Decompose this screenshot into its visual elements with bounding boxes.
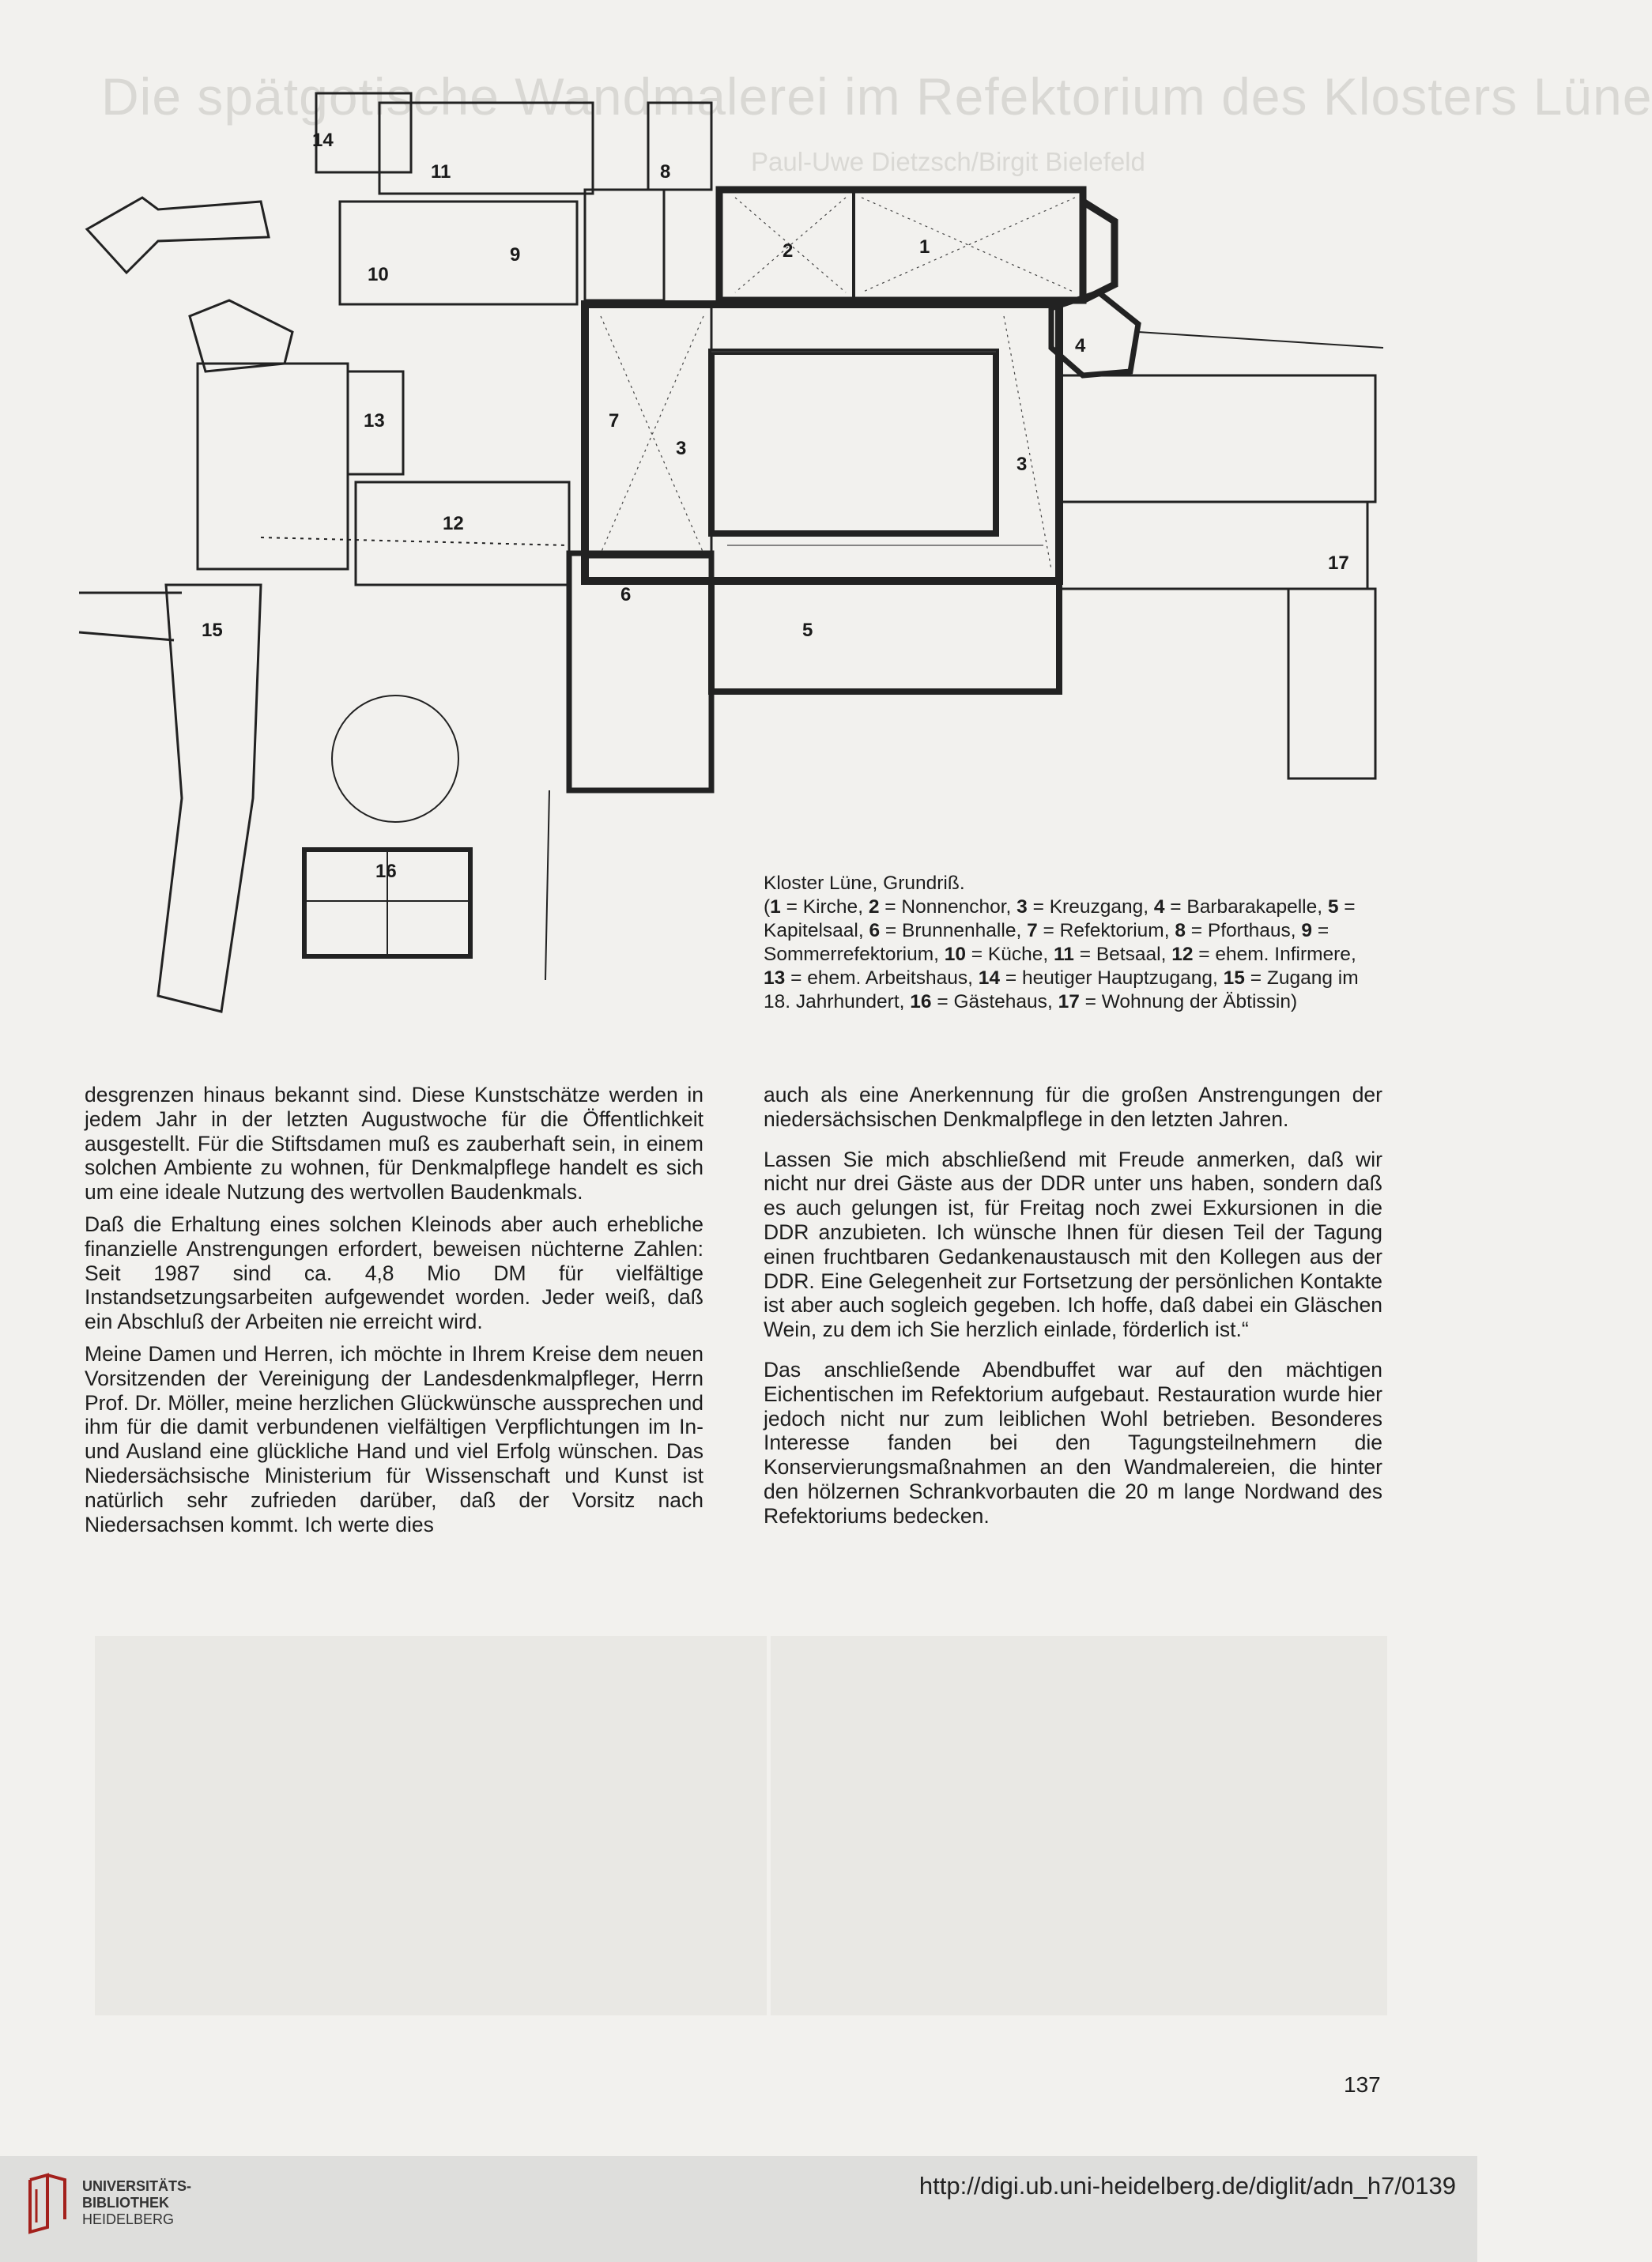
ghost-image	[95, 1636, 767, 2015]
legend-num: 10	[944, 944, 966, 965]
plan-label-9: 9	[510, 244, 521, 266]
plan-entrance-wing	[87, 198, 269, 273]
legend-label: Wohnung der Äbtissin	[1101, 991, 1291, 1012]
plan-west-wing	[198, 364, 348, 569]
legend-num: 13	[764, 967, 786, 989]
plan-passage	[585, 190, 664, 300]
ghost-author: Paul-Uwe Dietzsch/Birgit Bielefeld	[751, 147, 1145, 176]
legend-label: heutiger Hauptzugang	[1021, 967, 1213, 989]
legend-num: 2	[868, 896, 880, 918]
plan-kitchen-wing	[190, 300, 292, 371]
plan-building-9-10	[340, 202, 577, 304]
legend-label: Barbarakapelle	[1186, 896, 1318, 918]
plan-label-10: 10	[368, 264, 389, 285]
plan-label-5: 5	[802, 620, 813, 641]
plan-label-3: 3	[676, 438, 687, 459]
legend-num: 4	[1153, 896, 1165, 918]
plan-east-wing-north	[1059, 375, 1375, 502]
legend-label: Sommerrefektorium	[764, 944, 934, 965]
paragraph: Meine Damen und Herren, ich möchte in Ihrem Kreise dem neuen Vorsitzenden der Vereinigung der Landesdenkmalpfleger, Herrn Prof. Dr. Möller, meine herzlichen Glückwünsche aussprechen und ihm für die damit verbundenen vielfältigen Verpflichtungen im In- und Ausland eine glückliche Hand und viel Erfolg wünschen. Das Niedersächsische Ministerium für Wissenschaft und Kunst ist natürlich sehr zufrieden darüber, daß der Vorsitz nach Niedersachsen kommt. Ich werte dies	[85, 1341, 703, 1536]
plan-east-annex	[1288, 589, 1375, 779]
plan-label-7: 7	[609, 410, 620, 432]
ghost-image	[771, 1636, 1387, 2015]
plan-label-17: 17	[1328, 552, 1349, 574]
paragraph: auch als eine Anerkennung für die großen Anstrengungen der niedersächsischen Denkmalpflege in den letzten Jahren.	[764, 1083, 1382, 1131]
plan-refectory	[585, 304, 711, 557]
legend-label: Pforthaus	[1207, 920, 1291, 941]
plan-building-15	[158, 585, 261, 1012]
library-name	[82, 2178, 191, 2228]
legend-label: Nonnenchor	[901, 896, 1006, 918]
legend-label: Gästehaus	[953, 991, 1047, 1012]
plan-label-4: 4	[1075, 335, 1086, 356]
library-line: UNIVERSITÄTS-	[82, 2178, 192, 2194]
plan-label-1: 1	[919, 236, 930, 258]
figure-caption	[764, 872, 1382, 1014]
plan-label-12: 12	[443, 513, 464, 534]
plan-barbara-chapel	[1051, 292, 1138, 375]
plan-label-3b: 3	[1016, 454, 1028, 475]
caption-legend: (1 = Kirche, 2 = Nonnenchor, 3 = Kreuzgang, 4 = Barbarakapelle, 5 = Kapitelsaal, 6 = Brunnenhalle, 7 = Refektorium, 8 = Pforthaus, 9 = Sommerrefektorium, 10 = Küche, 11 = Betsaal, 12 = ehem. Infirmere, 13 = ehem. Arbeitshaus, 14 = heutiger Hauptzugang, 15 = Zugang im 18. Jahrhundert, 16 = Gästehaus, 17 = Wohnung der Äbtissin)	[764, 896, 1359, 1012]
paragraph: desgrenzen hinaus bekannt sind. Diese Kunstschätze werden in jedem Jahr in der letzten Augustwoche für die Öffentlichkeit ausgestellt. Für die Stiftsdamen muß es zauberhaft sein, in einem solchen Ambiente zu wohnen, für Denkmalpflege handelt es sich um eine ideale Nutzung des wertvollen Baudenkmals.	[85, 1083, 703, 1205]
paragraph: Das anschließende Abendbuffet war auf den mächtigen Eichentischen im Refektorium aufgebaut. Restauration wurde hier jedoch nicht nur zum leiblichen Wohl betrieben. Besonderes Interesse fanden bei den Tagungsteilnehmern die Konservierungsmaßnahmen an den Wandmalereien, die hinter den hölzernen Schrankvorbauten die 20 m lange Nordwand des Refektoriums bedecken.	[764, 1357, 1382, 1528]
plan-label-2: 2	[783, 240, 794, 262]
legend-label: Kreuzgang	[1049, 896, 1144, 918]
legend-label: Zugang im 18. Jahrhundert	[764, 967, 1359, 1012]
plan-label-6: 6	[620, 584, 632, 605]
legend-label: Küche	[987, 944, 1043, 965]
legend-label: ehem. Infirmere	[1215, 944, 1351, 965]
legend-label: Kapitelsaal	[764, 920, 858, 941]
legend-num: 5	[1327, 896, 1339, 918]
plan-cloister-inner	[711, 352, 996, 533]
legend-num: 15	[1223, 967, 1245, 989]
legend-label: Brunnenhalle	[902, 920, 1016, 941]
legend-num: 16	[910, 991, 932, 1012]
legend-label: Betsaal	[1096, 944, 1161, 965]
plan-cloister-outer	[585, 304, 1059, 581]
page-number: 137	[1344, 2072, 1381, 2097]
legend-num: 7	[1027, 920, 1038, 941]
ghost-title: Die spätgotische Wandmalerei im Refektorium des Klosters Lüne	[101, 67, 1652, 126]
plan-building-8	[648, 103, 711, 190]
plan-church	[719, 190, 1083, 300]
legend-num: 9	[1301, 920, 1313, 941]
legend-label: ehem. Arbeitshaus	[807, 967, 968, 989]
library-line: BIBLIOTHEK	[82, 2195, 169, 2211]
legend-num: 12	[1171, 944, 1194, 965]
legend-label: Kirche	[802, 896, 858, 918]
source-url-link[interactable]: http://digi.ub.uni-heidelberg.de/diglit/adn_h7/0139	[918, 2172, 1456, 2200]
plan-label-15: 15	[202, 620, 223, 641]
legend-num: 1	[770, 896, 781, 918]
paragraph: Lassen Sie mich abschließend mit Freude anmerken, daß wir nicht nur drei Gäste aus der DDR unter uns haben, sondern daß es auch gelungen ist, für Freitag noch zwei Exkursionen in die DDR anzubieten. Ich wünsche Ihnen für diesen Teil der Tagung einen fruchtbaren Gedankenaustausch mit den Kollegen aus der DDR. Eine Gelegenheit zur Fortsetzung der persönlichen Kontakte ist aber auch sogleich gegeben. Ich hoffe, daß dabei ein Gläschen Wein, zu dem ich Sie herzlich einlade, förderlich ist.“	[764, 1147, 1382, 1342]
text-column-right	[764, 1083, 1382, 1536]
plan-label-8: 8	[660, 161, 671, 183]
library-line: HEIDELBERG	[82, 2211, 175, 2227]
legend-num: 14	[978, 967, 1001, 989]
legend-num: 17	[1058, 991, 1080, 1012]
legend-num: 11	[1054, 944, 1074, 965]
plan-label-14: 14	[312, 130, 334, 151]
plan-abbess-apartment	[1059, 502, 1367, 589]
plan-courtyard-circle	[332, 696, 458, 822]
legend-label: Refektorium	[1059, 920, 1164, 941]
paragraph: Daß die Erhaltung eines solchen Kleinods aber auch erhebliche finanzielle Anstrengungen erfordert, beweisen nüchterne Zahlen: Seit 1987 sind ca. 4,8 Mio DM für vielfältige Instandsetzungsarbeiten aufgewendet worden. Jeder weiß, daß ein Abschluß der Arbeiten nie erreicht wird.	[85, 1212, 703, 1334]
plan-label-16: 16	[375, 861, 397, 882]
text-column-left	[85, 1083, 703, 1544]
plan-fountain-hall	[569, 553, 711, 790]
legend-num: 3	[1016, 896, 1028, 918]
legend-num: 6	[869, 920, 881, 941]
legend-num: 8	[1175, 920, 1186, 941]
plan-label-11: 11	[431, 161, 451, 183]
plan-label-13: 13	[364, 410, 385, 432]
caption-title: Kloster Lüne, Grundriß.	[764, 873, 965, 894]
plan-chapter-hall	[711, 581, 1059, 692]
library-logo-icon	[24, 2172, 70, 2235]
